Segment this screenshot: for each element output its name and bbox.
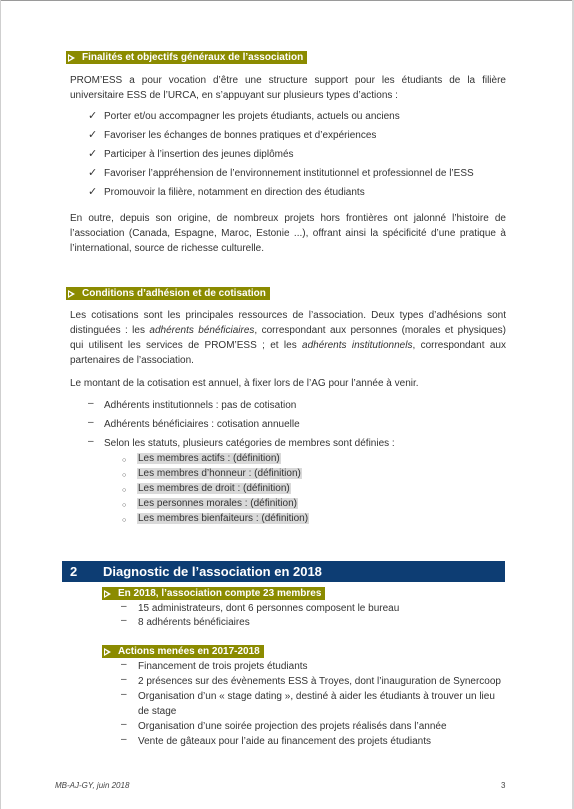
member-category-item <box>137 481 291 496</box>
action-item: Vente de gâteaux pour l’aide au financement des projets étudiants <box>138 736 431 747</box>
objective-item: Favoriser l’appréhension de l’environnement institutionnel et professionnel de l’ESS <box>104 168 474 179</box>
emphasis-text: adhérents bénéficiaires <box>149 325 255 336</box>
section-heading-label: En 2018, l’association compte 23 membres <box>118 588 322 599</box>
chapter-heading <box>62 561 505 582</box>
highlighted-text: Les membres d’honneur : (définition) <box>138 468 301 479</box>
member-category-item <box>137 466 302 481</box>
cotisation-amount-text: Le montant de la cotisation est annuel, à fixer lors de l’AG pour l’année à venir. <box>70 378 419 389</box>
circle-bullet-icon: ○ <box>122 457 127 464</box>
cotisation-line: partenaires de l’association. <box>70 355 194 366</box>
circle-bullet-icon: ○ <box>122 487 127 494</box>
section-heading-membres <box>102 587 325 600</box>
members-item: 15 administrateurs, dont 6 personnes composent le bureau <box>138 603 400 614</box>
membership-item: Selon les statuts, plusieurs catégories de membres sont définies : <box>104 438 395 449</box>
outro-line: l’international, source de richesse culturelle. <box>70 243 264 254</box>
checkmark-icon: ✓ <box>88 186 98 198</box>
chapter-title: Diagnostic de l’association en 2018 <box>103 564 322 579</box>
member-category-item <box>137 511 309 526</box>
dash-bullet-icon: – <box>121 689 127 700</box>
highlighted-text: Les membres bienfaiteurs : (définition) <box>138 513 309 524</box>
members-item: 8 adhérents bénéficiaires <box>138 617 250 628</box>
text-run: , correspondant aux personnes (morales et physiques) <box>254 325 506 336</box>
cotisation-line: Les cotisations sont les principales ressources de l’association. Deux types d’adhésions sont <box>70 310 506 321</box>
circle-bullet-icon: ○ <box>122 472 127 479</box>
checkmark-icon: ✓ <box>88 148 98 160</box>
action-item-continued: de stage <box>138 706 177 717</box>
section-heading-finalites <box>66 51 307 64</box>
dash-bullet-icon: – <box>121 719 127 730</box>
objective-item: Participer à l’insertion des jeunes diplômés <box>104 149 294 160</box>
dash-bullet-icon: – <box>88 436 94 447</box>
text-run: , correspondant aux <box>412 340 506 351</box>
action-item: Organisation d’un « stage dating », destiné à aider les étudiants à trouver un lieu <box>138 691 495 702</box>
text-run: qui utilisent les services de PROM’ESS ; et les <box>70 340 303 351</box>
chapter-number: 2 <box>70 564 78 579</box>
dash-bullet-icon: – <box>121 601 127 612</box>
outro-line: En outre, depuis son origine, de nombreux projets hors frontières ont jalonné l’histoire de <box>70 213 506 224</box>
section-heading-conditions <box>66 287 270 300</box>
highlighted-text: Les membres de droit : (définition) <box>138 483 290 494</box>
membership-item: Adhérents institutionnels : pas de cotisation <box>104 400 297 411</box>
member-category-item <box>137 496 298 511</box>
member-category-item <box>137 451 281 466</box>
outro-line: l’association (Canada, Espagne, Maroc, Estonie ...), offrant ainsi la spécificité d’une pratique à <box>70 228 506 239</box>
membership-item: Adhérents bénéficiaires : cotisation annuelle <box>104 419 300 430</box>
dash-bullet-icon: – <box>121 659 127 670</box>
intro-line: universitaire ESS de l’URCA, en s’appuyant sur plusieurs types d’actions : <box>70 90 398 101</box>
checkmark-icon: ✓ <box>88 129 98 141</box>
objective-item: Promouvoir la filière, notamment en direction des étudiants <box>104 187 365 198</box>
page-top-border <box>0 0 574 1</box>
dash-bullet-icon: – <box>88 417 94 428</box>
circle-bullet-icon: ○ <box>122 517 127 524</box>
triangle-bullet-icon <box>68 54 75 62</box>
page-left-border <box>0 0 1 809</box>
cotisation-line <box>70 323 506 338</box>
dash-bullet-icon: – <box>121 734 127 745</box>
dash-bullet-icon: – <box>88 398 94 409</box>
objective-item: Favoriser les échanges de bonnes pratiques et d’expériences <box>104 130 377 141</box>
text-run: distinguées : les <box>70 325 150 336</box>
dash-bullet-icon: – <box>121 674 127 685</box>
action-item: Financement de trois projets étudiants <box>138 661 308 672</box>
section-heading-label: Finalités et objectifs généraux de l’association <box>82 52 304 63</box>
checkmark-icon: ✓ <box>88 110 98 122</box>
triangle-bullet-icon <box>104 648 111 656</box>
cotisation-line <box>70 338 506 353</box>
footer-author-date: MB-AJ-GY, juin 2018 <box>55 781 130 790</box>
triangle-bullet-icon <box>68 290 75 298</box>
circle-bullet-icon: ○ <box>122 502 127 509</box>
section-heading-actions <box>102 645 264 658</box>
dash-bullet-icon: – <box>121 615 127 626</box>
highlighted-text: Les personnes morales : (définition) <box>138 498 297 509</box>
triangle-bullet-icon <box>104 590 111 598</box>
emphasis-text: adhérents institutionnels <box>302 340 413 351</box>
intro-line: PROM’ESS a pour vocation d’être une structure support pour les étudiants de la filière <box>70 75 506 86</box>
action-item: Organisation d’une soirée projection des projets réalisés dans l’année <box>138 721 447 732</box>
checkmark-icon: ✓ <box>88 167 98 179</box>
highlighted-text: Les membres actifs : (définition) <box>138 453 280 464</box>
action-item: 2 présences sur des évènements ESS à Troyes, dont l’inauguration de Synercoop <box>138 676 501 687</box>
section-heading-label: Conditions d’adhésion et de cotisation <box>82 288 266 299</box>
section-heading-label: Actions menées en 2017-2018 <box>118 646 260 657</box>
page-number: 3 <box>501 781 506 790</box>
objective-item: Porter et/ou accompagner les projets étudiants, actuels ou anciens <box>104 111 400 122</box>
